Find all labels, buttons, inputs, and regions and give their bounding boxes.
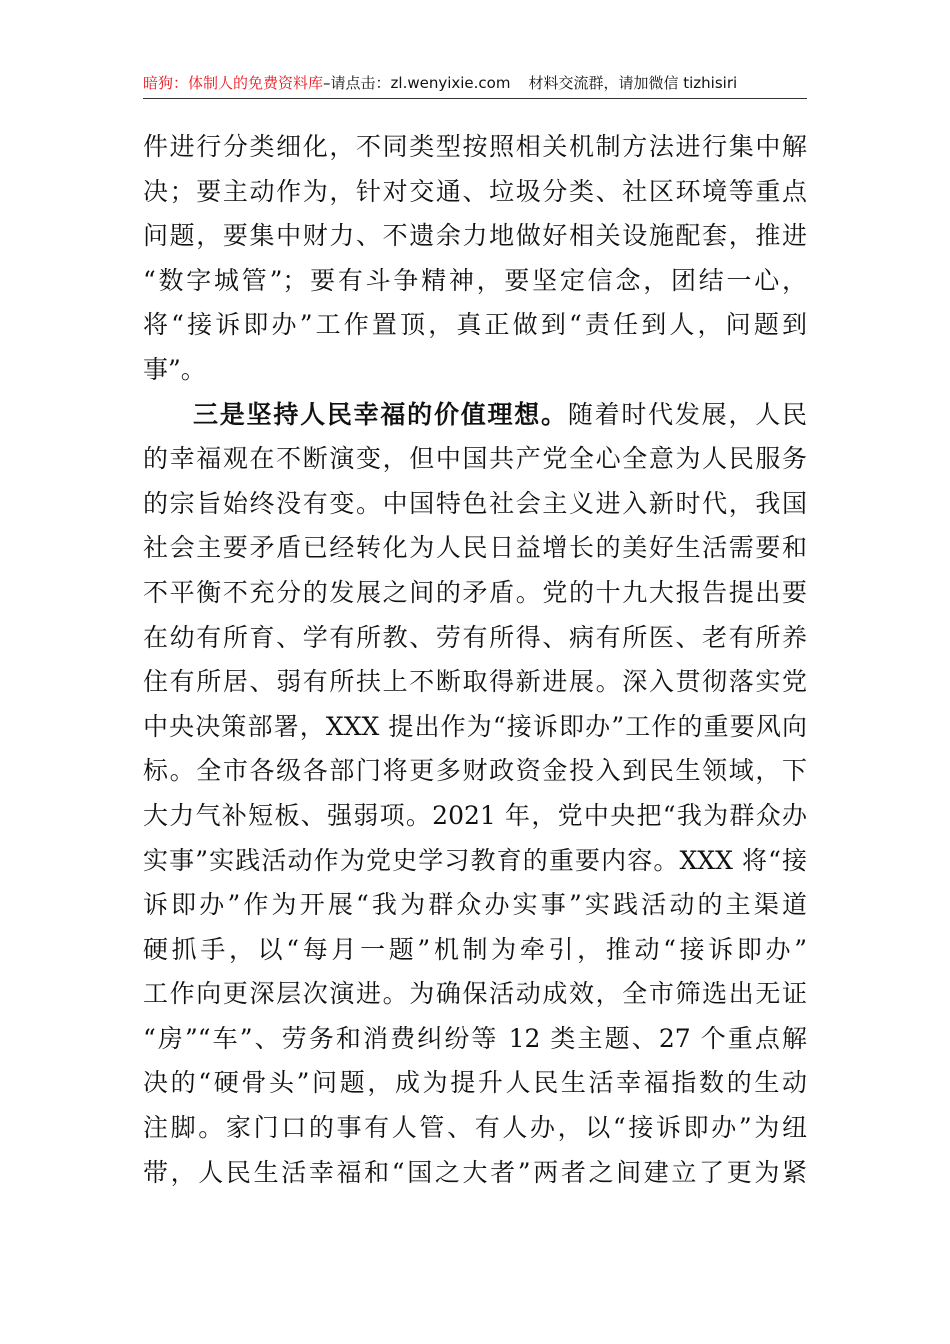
text-line: 注脚。家门口的事有人管、有人办，以“接诉即办”为纽 — [143, 1113, 807, 1143]
header-link-prompt: –请点击： — [323, 74, 391, 92]
text-line: 将“接诉即办”工作置顶，真正做到“责任到人，问题到 — [143, 310, 807, 340]
text-line: 带，人民生活幸福和“国之大者”两者之间建立了更为紧 — [143, 1157, 807, 1187]
document-body — [143, 125, 807, 1195]
text-line: 中央决策部署，XXX 提出作为“接诉即办”工作的重要风向 — [143, 711, 807, 741]
text-line: 诉即办”作为开展“我为群众办实事”实践活动的主渠道 — [143, 890, 807, 920]
header-group-text: 材料交流群，请加微信 tizhisiri — [528, 74, 738, 92]
page-header — [143, 70, 807, 96]
text-line: 在幼有所育、学有所教、劳有所得、病有所医、老有所养 — [143, 622, 807, 652]
text-line: 实事”实践活动作为党史学习教育的重要内容。XXX 将“接 — [143, 845, 807, 875]
text-line: “房”“车”、劳务和消费纠纷等 12 类主题、27 个重点解 — [143, 1023, 807, 1053]
text-line: 件进行分类细化，不同类型按照相关机制方法进行集中解 — [143, 132, 807, 161]
text-line: 决的“硬骨头”问题，成为提升人民生活幸福指数的生动 — [143, 1068, 807, 1098]
text-line: 的幸福观在不断演变，但中国共产党全心全意为人民服务 — [143, 444, 807, 474]
header-url-link[interactable]: zl.wenyixie.com — [390, 74, 511, 92]
text-line: “数字城管”；要有斗争精神，要坚定信念，团结一心， — [143, 265, 807, 295]
text-line-first — [143, 393, 807, 438]
text-line: 住有所居、弱有所扶上不断取得新进展。深入贯彻落实党 — [143, 667, 807, 697]
text-line: 标。全市各级各部门将更多财政资金投入到民生领域，下 — [143, 756, 807, 786]
text-line: 不平衡不充分的发展之间的矛盾。党的十九大报告提出要 — [143, 577, 807, 607]
paragraph-2 — [143, 393, 807, 1196]
text-line: 工作向更深层次演进。为确保活动成效，全市筛选出无证 — [143, 979, 807, 1009]
text-line: 事”。 — [143, 354, 206, 384]
text-line: 问题，要集中财力、不遗余力地做好相关设施配套，推进 — [143, 221, 807, 251]
first-line-text: 随着时代发展，人民 — [567, 399, 807, 429]
text-line: 大力气补短板、强弱项。2021 年，党中央把“我为群众办 — [143, 800, 807, 830]
paragraph-heading: 三是坚持人民幸福的价值理想。 — [193, 399, 568, 429]
header-brand: 暗狗：体制人的免费资料库 — [143, 74, 324, 92]
text-line: 决；要主动作为，针对交通、垃圾分类、社区环境等重点 — [143, 176, 807, 206]
paragraph-1 — [143, 125, 807, 393]
text-line: 的宗旨始终没有变。中国特色社会主义进入新时代，我国 — [143, 488, 807, 518]
text-line: 硬抓手，以“每月一题”机制为牵引，推动“接诉即办” — [143, 934, 807, 964]
header-divider — [143, 98, 807, 99]
text-line: 社会主要矛盾已经转化为人民日益增长的美好生活需要和 — [143, 533, 807, 563]
